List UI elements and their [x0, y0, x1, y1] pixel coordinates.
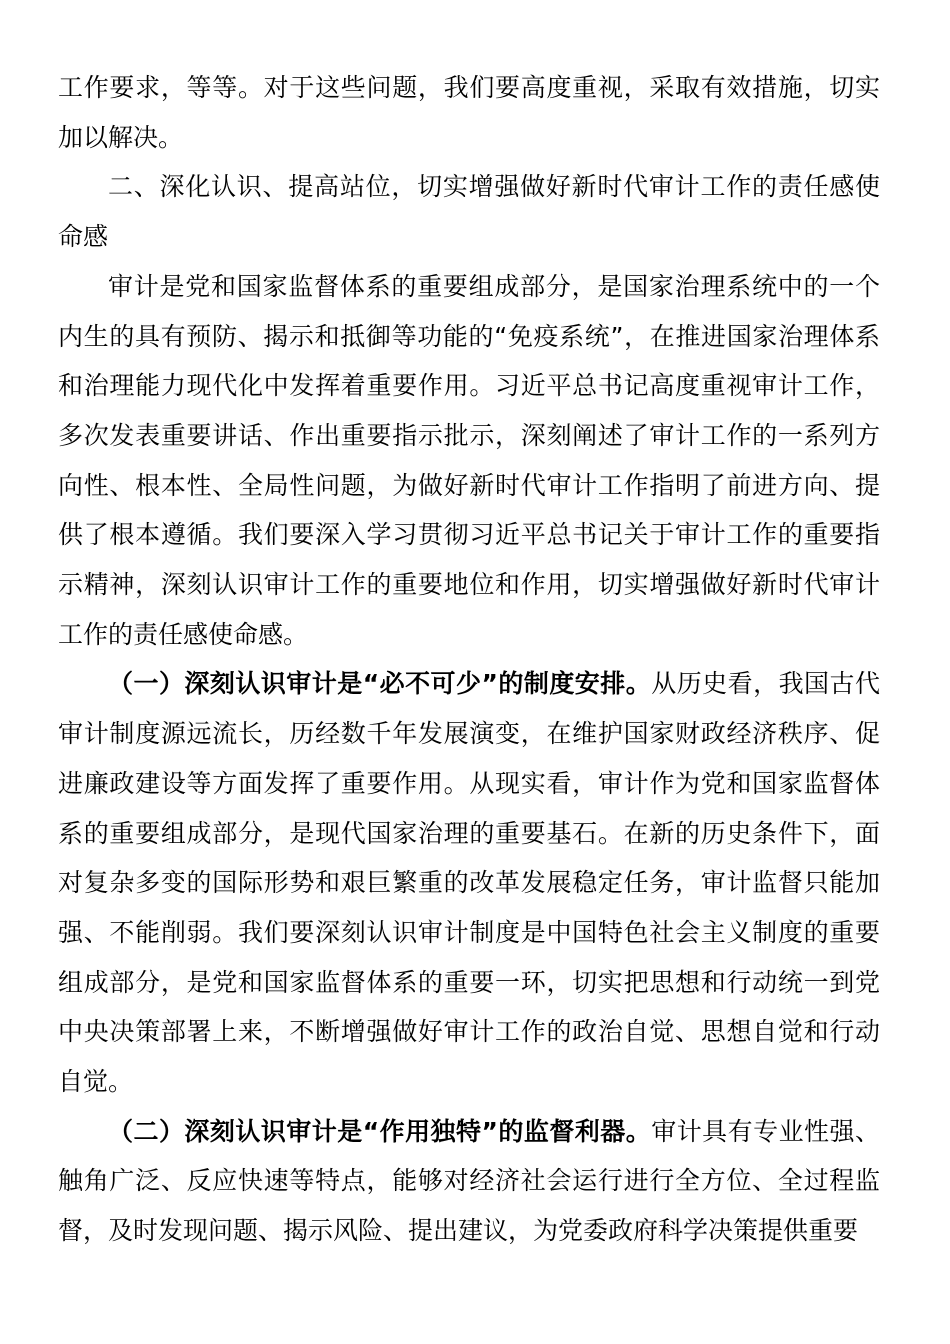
point-two-lead: （二）深刻认识审计是“作用独特”的监督利器。: [108, 1116, 652, 1146]
paragraph-text: 工作要求，等等。对于这些问题，我们要高度重视，采取有效措施，切实加以解决。: [58, 73, 880, 152]
paragraph-continuation: [58, 63, 880, 162]
paragraph-intro: [58, 262, 880, 660]
paragraph-text: 审计是党和国家监督体系的重要组成部分，是国家治理系统中的一个内生的具有预防、揭示和抵御等功能的“免疫系统”，在推进国家治理体系和治理能力现代化中发挥着重要作用。习近平总书记高度重视审计工作，多次发表重要讲话、作出重要指示批示，深刻阐述了审计工作的一系列方向性、根本性、全局性问题，为做好新时代审计工作指明了前进方向、提供了根本遵循。我们要深入学习贯彻习近平总书记关于审计工作的重要指示精神，深刻认识审计工作的重要地位和作用，切实增强做好新时代审计工作的责任感使命感。: [58, 271, 880, 649]
section-heading-text: 二、深化认识、提高站位，切实增强做好新时代审计工作的责任感使命感: [58, 172, 880, 252]
point-one-lead: （一）深刻认识审计是“必不可少”的制度安排。: [108, 669, 652, 699]
paragraph-text: 审计具有专业性强、触角广泛、反应快速等特点，能够对经济社会运行进行全方位、全过程监督，及时发现问题、揭示风险、提出建议，为党委政府科学决策提供重要: [58, 1116, 880, 1246]
paragraph-text: 从历史看，我国古代审计制度源远流长，历经数千年发展演变，在维护国家财政经济秩序、促进廉政建设等方面发挥了重要作用。从现实看，审计作为党和国家监督体系的重要组成部分，是现代国家治理的重要基石。在新的历史条件下，面对复杂多变的国际形势和艰巨繁重的改革发展稳定任务，审计监督只能加强、不能削弱。我们要深刻认识审计制度是中国特色社会主义制度的重要组成部分，是党和国家监督体系的重要一环，切实把思想和行动统一到党中央决策部署上来，不断增强做好审计工作的政治自觉、思想自觉和行动自觉。: [58, 669, 880, 1097]
paragraph-point-one: [58, 659, 880, 1106]
paragraph-point-two: [58, 1107, 880, 1256]
section-heading: [58, 162, 880, 261]
document-page: [58, 63, 880, 1256]
